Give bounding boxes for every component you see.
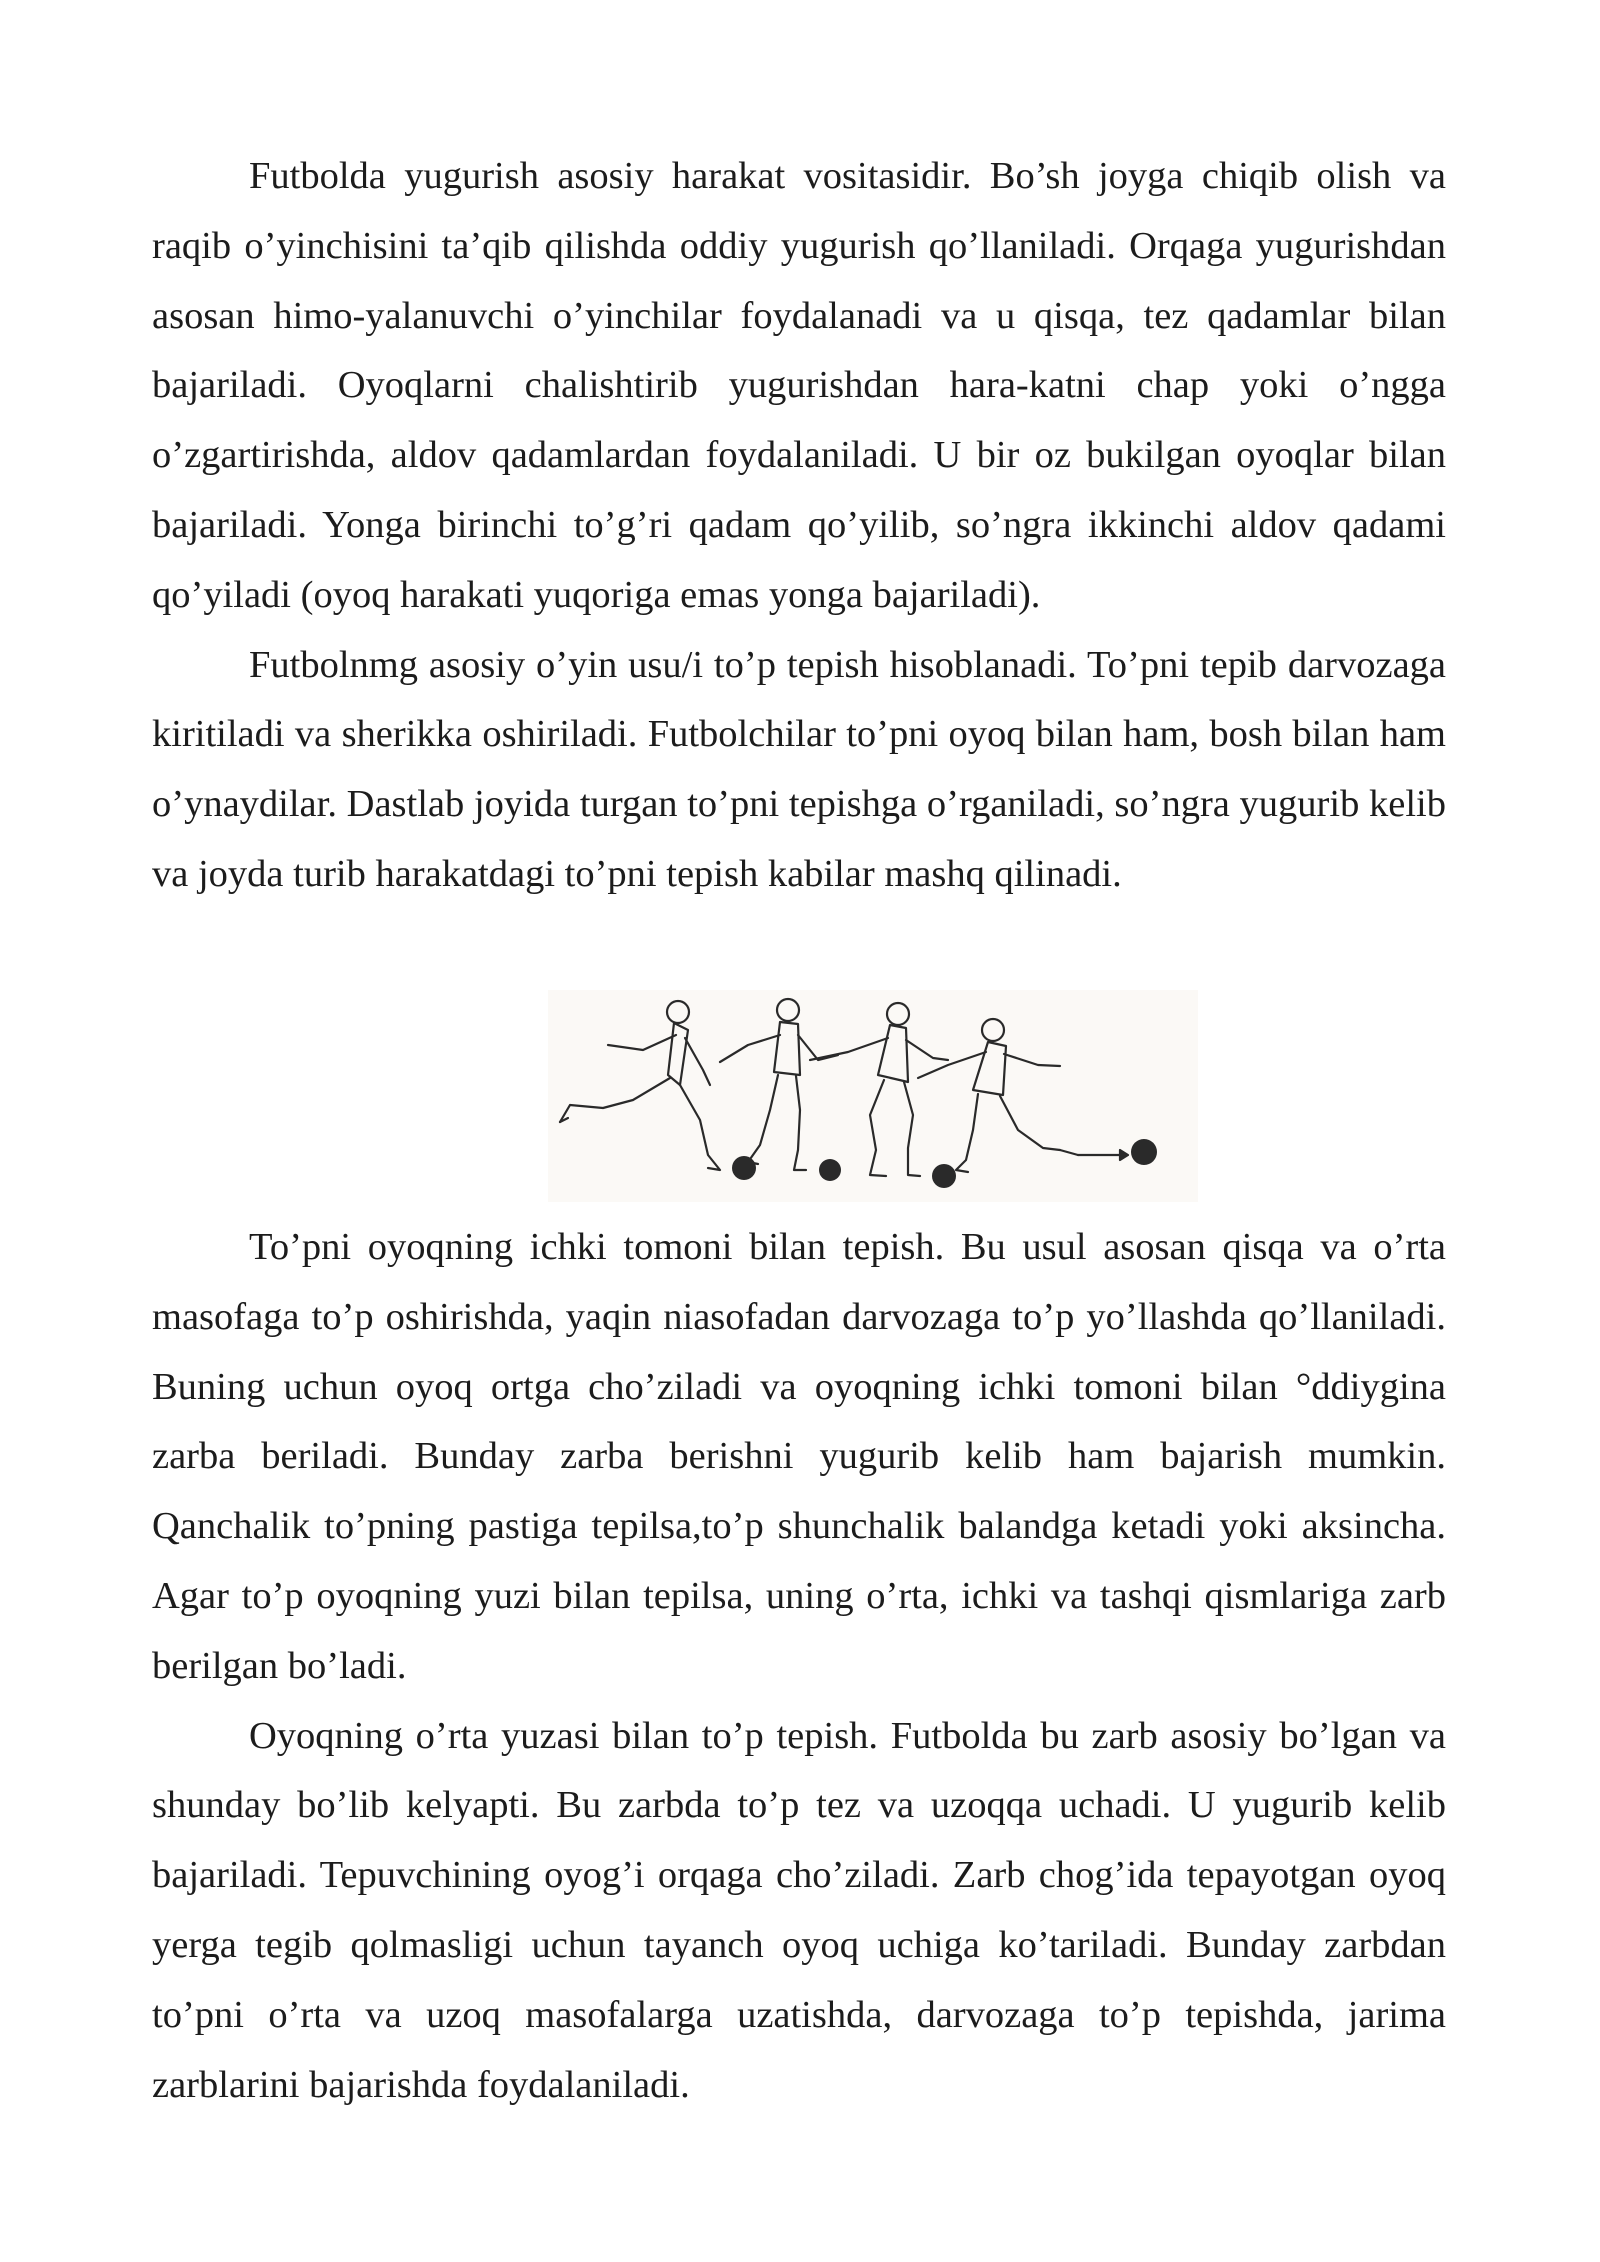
arrow-head-icon xyxy=(1120,1150,1128,1160)
ball-icon xyxy=(819,1159,841,1181)
player-figure-4 xyxy=(918,1019,1078,1172)
paragraph: Futbolda yugurish asosiy harakat vositasidir. Bo’sh joyga chiqib olish va raqib o’yinchisini ta’qib qilishda oddiy yugurish qo’llaniladi. Orqaga yugurishdan asosan himo-yalanuvchi o’yinchilar foydalanadi va u qisqa, tez qadamlar bilan bajariladi. Oyoqlarni chalishtirib yugurishdan hara-katni chap yoki o’ngga o’zgartirishda, aldov qadamlardan foydalaniladi. U bir oz bukilgan oyoqlar bilan bajariladi. Yonga birinchi to’g’ri qadam qo’yilib, so’ngra ikkinchi aldov qadami qo’yiladi (oyoq harakati yuqoriga emas yonga bajariladi). xyxy=(152,155,1446,616)
player-figure-3 xyxy=(810,1003,948,1176)
text-section-top xyxy=(152,142,1446,910)
paragraph: Futbolnmg asosiy o’yin usu/i to’p tepish hisoblanadi. To’pni tepib darvozaga kiritiladi va sherikka oshiriladi. Futbolchilar to’pni oyoq bilan ham, bosh bilan ham o’ynaydilar. Dastlab joyida turgan to’pni tepishga o’rganiladi, so’ngra yugurib kelib va joyda turib harakatdagi to’pni tepish kabilar mashq qilinadi. xyxy=(152,643,1446,895)
player-figure-2 xyxy=(720,999,838,1170)
ball-icon xyxy=(932,1164,956,1188)
ball-icon xyxy=(732,1156,756,1180)
ball-icon xyxy=(1131,1139,1157,1165)
text-section-bottom xyxy=(152,1213,1446,2120)
kick-sequence-figure xyxy=(548,990,1198,1202)
player-figure-1 xyxy=(560,1001,720,1170)
football-kick-sequence-icon xyxy=(548,990,1198,1202)
paragraph: Oyoqning o’rta yuzasi bilan to’p tepish. Futbolda bu zarb asosiy bo’lgan va shunday bo’lib kelyapti. Bu zarbda to’p tez va uzoqqa uchadi. U yugurib kelib bajariladi. Tepuvchining oyog’i orqaga cho’ziladi. Zarb chog’ida tepayotgan oyoq yerga tegib qolmasligi uchun tayanch oyoq uchiga ko’tariladi. Bunday zarbdan to’pni o’rta va uzoq masofalarga uzatishda, darvozaga to’p tepishda, jarima zarblarini bajarishda foydalaniladi. xyxy=(152,1714,1446,2106)
paragraph: To’pni oyoqning ichki tomoni bilan tepish. Bu usul asosan qisqa va o’rta masofaga to’p oshirishda, yaqin niasofadan darvozaga to’p yo’llashda qo’llaniladi. Buning uchun oyoq ortga cho’ziladi va oyoqning ichki tomoni bilan °ddiygina zarba beriladi. Bunday zarba berishni yugurib kelib ham bajarish mumkin. Qanchalik to’pning pastiga tepilsa,to’p shunchalik balandga ketadi yoki aksincha. Agar to’p oyoqning yuzi bilan tepilsa, uning o’rta, ichki va tashqi qismlariga zarb berilgan bo’ladi. xyxy=(152,1226,1446,1687)
